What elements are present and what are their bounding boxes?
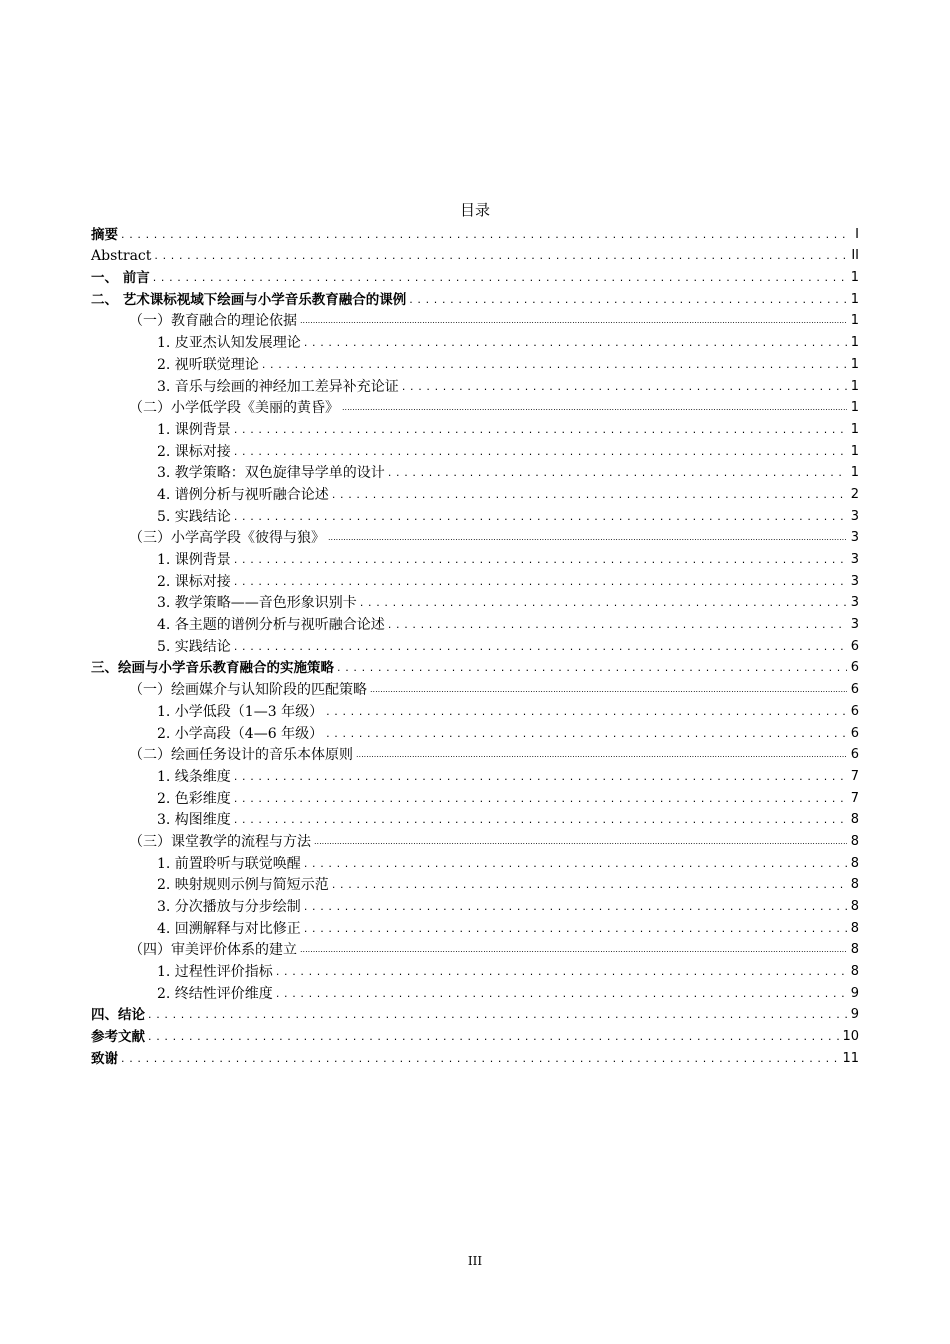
dot-leader [409, 291, 847, 309]
toc-entry-page: 8 [850, 855, 859, 871]
dot-leader [234, 811, 847, 829]
toc-entry[interactable] [91, 396, 859, 418]
toc-entry[interactable] [91, 656, 859, 678]
toc-entry-page: 1 [850, 270, 859, 286]
dot-leader [304, 855, 847, 873]
toc-entry-label: 3. 教学策略：双色旋律导学单的设计 [157, 465, 385, 482]
toc-entry[interactable] [91, 330, 859, 352]
toc-entry-page: 2 [850, 486, 859, 502]
toc-entry-page: 9 [850, 1007, 859, 1023]
toc-entry-label: 1. 过程性评价指标 [157, 964, 273, 981]
dot-leader [121, 226, 847, 244]
toc-entry[interactable] [91, 265, 859, 287]
dot-leader [234, 443, 847, 461]
toc-entry-page: 3 [850, 530, 859, 546]
toc-entry-label: （二）绘画任务设计的音乐本体原则 [129, 747, 353, 764]
toc-entry-label: 3. 教学策略——音色形象识别卡 [157, 595, 357, 612]
toc-entry[interactable] [91, 1003, 859, 1025]
toc-entry-label: 一、 前言 [91, 270, 150, 287]
toc-entry[interactable] [91, 439, 859, 461]
dot-leader [370, 681, 847, 699]
toc-entry-page: 11 [842, 1050, 859, 1066]
dot-leader [234, 508, 847, 526]
toc-entry[interactable] [91, 721, 859, 743]
dot-leader [121, 1050, 839, 1068]
toc-entry-page: 6 [850, 725, 859, 741]
toc-entry-label: 3. 构图维度 [157, 812, 231, 829]
toc-entry-page: 8 [850, 899, 859, 914]
toc-entry-label: 四、结论 [91, 1007, 145, 1024]
toc-entry-page: 3 [850, 617, 859, 633]
toc-entry-page: 9 [850, 985, 859, 1001]
toc-entry-page: 1 [850, 465, 859, 481]
toc-entry[interactable] [91, 612, 859, 634]
toc-entry-label: 4. 谱例分析与视听融合论述 [157, 486, 329, 503]
dot-leader [262, 356, 847, 374]
toc-entry-page: 8 [850, 812, 859, 828]
toc-entry-label: 2. 终结性评价维度 [157, 985, 273, 1002]
toc-entry[interactable] [91, 786, 859, 808]
dot-leader [337, 659, 847, 677]
toc-entry[interactable] [91, 244, 859, 266]
toc-entry-page: I [855, 226, 859, 242]
dot-leader [234, 768, 847, 786]
toc-entry-page: 8 [850, 942, 859, 958]
dot-leader [332, 876, 847, 894]
toc-entry-label: 1. 课例背景 [157, 421, 231, 438]
dot-leader [234, 790, 847, 808]
toc-entry-label: 2. 课标对接 [157, 573, 231, 590]
toc-entry-label: 致谢 [91, 1050, 118, 1067]
toc-entry[interactable] [91, 808, 859, 830]
dot-leader [234, 551, 847, 569]
dot-leader [154, 247, 847, 265]
dot-leader [234, 421, 847, 439]
toc-entry-page: 7 [850, 768, 859, 784]
toc-entry-page: 1 [850, 335, 859, 351]
toc-entry[interactable] [91, 591, 859, 613]
toc-entry-label: 4. 各主题的谱例分析与视听融合论述 [157, 617, 385, 634]
toc-entry[interactable] [91, 764, 859, 786]
toc-entry-page: 10 [842, 1029, 859, 1045]
dot-leader [276, 963, 847, 981]
toc-entry[interactable] [91, 1046, 859, 1068]
toc-entry-page: 6 [850, 703, 859, 719]
toc-entry-page: 3 [850, 508, 859, 524]
toc-entry[interactable] [91, 417, 859, 439]
toc-entry-label: 1. 课例背景 [157, 552, 231, 568]
toc-entry[interactable] [91, 829, 859, 851]
toc-entry-label: 3. 音乐与绘画的神经加工差异补充论证 [157, 378, 399, 395]
toc-entry[interactable] [91, 981, 859, 1003]
toc-entry-page: 1 [850, 313, 859, 329]
toc-entry-page: 1 [850, 400, 859, 416]
toc-entry-label: 2. 小学高段（4—6 年级） [157, 725, 324, 742]
toc-entry-page: 6 [850, 682, 859, 698]
toc-entry-label: 1. 线条维度 [157, 768, 231, 785]
toc-entry[interactable] [91, 916, 859, 938]
dot-leader [300, 312, 847, 330]
dot-leader [388, 616, 847, 634]
toc-entry[interactable] [91, 569, 859, 591]
toc-entry-label: （三）课堂教学的流程与方法 [129, 833, 311, 850]
toc-entry[interactable] [91, 894, 859, 916]
toc-entry-label: 5. 实践结论 [157, 508, 231, 525]
toc-entry-label: 5. 实践结论 [157, 638, 231, 655]
toc-entry-label: 摘要 [91, 226, 118, 243]
toc-entry-label: 1. 小学低段（1—3 年级） [157, 703, 324, 720]
toc-entry-page: 8 [850, 877, 859, 893]
toc-entry-label: 三、绘画与小学音乐教育融合的实施策略 [91, 660, 334, 677]
toc-entry[interactable] [91, 743, 859, 765]
dot-leader [304, 920, 847, 938]
toc-entry-page: 1 [850, 356, 859, 372]
toc-entry-label: 3. 分次播放与分步绘制 [157, 899, 301, 915]
dot-leader [356, 746, 847, 764]
toc-entry-page: 3 [850, 573, 859, 589]
dot-leader [234, 573, 847, 591]
toc-entry-label: 4. 回溯解释与对比修正 [157, 920, 301, 937]
toc-entry[interactable] [91, 287, 859, 309]
dot-leader [360, 594, 847, 612]
dot-leader [300, 941, 847, 959]
toc-entry[interactable] [91, 699, 859, 721]
toc-entry-label: （一）绘画媒介与认知阶段的匹配策略 [129, 682, 367, 699]
toc-entry-page: 1 [850, 443, 859, 459]
toc-entry-label: （四）审美评价体系的建立 [129, 942, 297, 959]
dot-leader [342, 399, 847, 417]
toc-entry[interactable] [91, 352, 859, 374]
dot-leader [304, 334, 847, 352]
toc-entry-label: 参考文献 [91, 1029, 145, 1046]
toc-entry[interactable] [91, 374, 859, 396]
toc-entry-label: 1. 皮亚杰认知发展理论 [157, 335, 301, 352]
toc-entry-page: II [851, 248, 859, 264]
toc-entry[interactable] [91, 634, 859, 656]
toc-title: 目录 [459, 201, 490, 219]
toc-entry[interactable] [91, 938, 859, 960]
dot-leader [148, 1028, 839, 1046]
toc-entry-label: 1. 前置聆听与联觉唤醒 [157, 855, 301, 872]
toc-entry-page: 1 [850, 378, 859, 394]
toc-entry[interactable] [91, 222, 859, 244]
toc-entry[interactable] [91, 959, 859, 981]
dot-leader [332, 486, 847, 504]
toc-entry-label: 2. 视听联觉理论 [157, 356, 259, 373]
dot-leader [402, 378, 847, 396]
toc-entry-label: 2. 色彩维度 [157, 790, 231, 807]
toc-entry-page: 1 [850, 421, 859, 437]
dot-leader [388, 464, 847, 482]
page-number: III [467, 1254, 483, 1268]
toc-entry[interactable] [91, 482, 859, 504]
dot-leader [314, 833, 847, 851]
toc-entry-page: 6 [850, 660, 859, 676]
toc-entry-page: 8 [850, 920, 859, 936]
toc-entry[interactable] [91, 461, 859, 483]
toc-entry-page: 8 [850, 833, 859, 849]
toc-entry[interactable] [91, 1024, 859, 1046]
table-of-contents [91, 222, 859, 1068]
toc-entry-label: 2. 课标对接 [157, 443, 231, 460]
toc-entry[interactable] [91, 851, 859, 873]
dot-leader [304, 898, 847, 916]
toc-entry-page: 1 [850, 291, 859, 307]
toc-entry-page: 6 [850, 638, 859, 654]
toc-entry[interactable] [91, 504, 859, 526]
toc-entry-label: Abstract [91, 248, 152, 265]
toc-entry-label: 二、 艺术课标视域下绘画与小学音乐教育融合的课例 [91, 291, 407, 308]
toc-entry[interactable] [91, 677, 859, 699]
dot-leader [326, 703, 847, 721]
toc-entry-page: 6 [850, 747, 859, 763]
dot-leader [326, 725, 847, 743]
toc-entry-label: （二）小学低学段《美丽的黄昏》 [129, 400, 339, 417]
toc-entry-label: （一）教育融合的理论依据 [129, 313, 297, 330]
toc-entry-page: 7 [850, 790, 859, 806]
toc-entry-page: 8 [850, 964, 859, 980]
toc-entry[interactable] [91, 873, 859, 895]
toc-entry-label: 2. 映射规则示例与简短示范 [157, 877, 329, 894]
toc-entry[interactable] [91, 547, 859, 569]
toc-entry[interactable] [91, 526, 859, 548]
dot-leader [276, 985, 847, 1003]
dot-leader [153, 269, 847, 287]
dot-leader [148, 1006, 847, 1024]
dot-leader [328, 529, 847, 547]
toc-entry[interactable] [91, 309, 859, 331]
toc-entry-label: （三）小学高学段《彼得与狼》 [129, 530, 325, 547]
toc-entry-page: 3 [850, 552, 859, 567]
dot-leader [234, 638, 847, 656]
toc-entry-page: 3 [850, 595, 859, 611]
